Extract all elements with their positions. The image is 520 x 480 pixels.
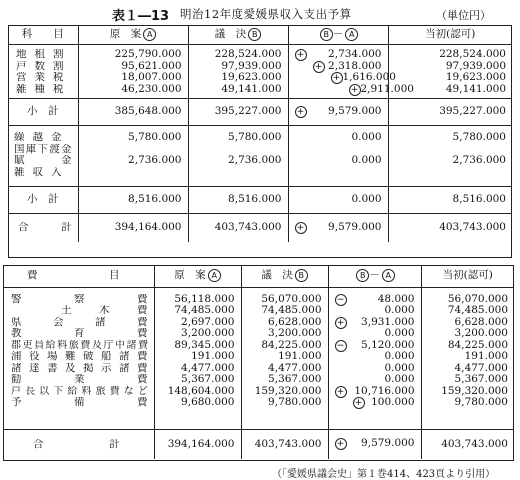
cell-initial: 74,485.000 bbox=[447, 304, 508, 316]
item-name: 戸数割 bbox=[16, 60, 64, 72]
cell-draft: 46,230.000 bbox=[121, 82, 182, 95]
cell-diff: + 9,579.000 bbox=[288, 99, 388, 126]
col-draft-header: 原 案 A bbox=[154, 265, 241, 287]
cell-initial: 5,367.000 bbox=[454, 373, 508, 385]
cell-initial: 403,743.000 bbox=[388, 214, 512, 242]
cell-initial: 4,477.000 bbox=[454, 361, 508, 374]
cell-draft: 9,680.000 bbox=[181, 396, 235, 408]
cell-diff: 0.000 bbox=[351, 154, 382, 166]
cell-draft: 148,604.000 bbox=[167, 384, 235, 397]
cell-decided: 6,628.000 bbox=[268, 315, 322, 328]
cell-initial: 3,200.000 bbox=[454, 327, 508, 339]
cell-decided: 228,524.000 bbox=[214, 48, 282, 60]
decided-values bbox=[188, 45, 288, 99]
cell-draft: 2,736.000 bbox=[128, 154, 182, 166]
cell-decided: 84,225.000 bbox=[261, 338, 322, 351]
draft-values bbox=[78, 126, 188, 187]
cell-decided: 8,516.000 bbox=[188, 187, 288, 214]
cell-initial: 97,939.000 bbox=[445, 59, 506, 72]
cell-diff: 0.000 bbox=[384, 304, 415, 316]
item-name: 警察費 bbox=[11, 293, 148, 305]
cell-decided: 74,485.000 bbox=[261, 304, 322, 316]
cell-initial: 9,780.000 bbox=[454, 396, 508, 408]
circled-a-mark: A bbox=[143, 28, 156, 41]
cell-draft: 89,345.000 bbox=[174, 338, 235, 351]
cell-draft: 56,118.000 bbox=[174, 292, 235, 305]
cell-draft: 18,007.000 bbox=[121, 71, 182, 83]
item-name: 教育費 bbox=[11, 328, 148, 339]
col-draft-header: 原 案 A bbox=[78, 25, 188, 45]
draft-values bbox=[154, 287, 241, 429]
cell-initial: 159,320.000 bbox=[441, 384, 508, 397]
expenditure-item-names bbox=[3, 287, 154, 429]
cell-draft: 4,477.000 bbox=[181, 361, 235, 374]
cell-decided: 56,070.000 bbox=[261, 292, 322, 305]
col-item-header: 費 目 bbox=[3, 265, 154, 287]
cell-draft: 8,516.000 bbox=[78, 187, 188, 214]
cell-draft: 2,697.000 bbox=[181, 315, 235, 328]
plus-sign-icon: + bbox=[331, 72, 343, 84]
item-name: 郡吏員給料旅費及庁中諸費 bbox=[11, 339, 148, 351]
plus-sign-icon: + bbox=[353, 397, 365, 409]
item-name: 予備費 bbox=[11, 397, 148, 408]
revenue-item-names bbox=[8, 45, 78, 99]
plus-sign-icon: + bbox=[295, 106, 307, 118]
cell-diff: + 2,318.000 bbox=[289, 61, 382, 73]
cell-decided: 19,623.000 bbox=[221, 71, 282, 83]
cell-initial: 5,780.000 bbox=[452, 131, 506, 143]
draft-values bbox=[78, 45, 188, 99]
revenue-item-names bbox=[8, 126, 78, 187]
cell-initial: 191.000 bbox=[464, 350, 508, 362]
cell-draft: 74,485.000 bbox=[174, 304, 235, 316]
diff-values bbox=[328, 287, 421, 429]
minus-sign-icon: − bbox=[335, 294, 347, 306]
cell-diff: + 9,579.000 bbox=[288, 214, 388, 242]
initial-values bbox=[388, 126, 512, 187]
expenditure-header-row bbox=[3, 265, 514, 287]
cell-draft: 191.000 bbox=[191, 350, 235, 362]
cell-initial: 49,141.000 bbox=[445, 82, 506, 95]
circled-a-mark: A bbox=[345, 28, 358, 41]
circled-b-mark: B bbox=[356, 269, 369, 282]
cell-diff: − 48.000 bbox=[329, 294, 415, 306]
cell-draft: 3,200.000 bbox=[181, 327, 235, 339]
cell-decided: 4,477.000 bbox=[268, 361, 322, 374]
plus-sign-icon: + bbox=[295, 49, 307, 61]
cell-draft: 5,367.000 bbox=[181, 373, 235, 385]
cell-decided: 49,141.000 bbox=[221, 82, 282, 95]
item-name: 国庫下渡金 bbox=[14, 143, 72, 155]
item-name: 土木費 bbox=[61, 305, 148, 316]
cell-draft: 225,790.000 bbox=[114, 48, 182, 60]
cell-diff: + 100.000 bbox=[329, 397, 415, 409]
item-name: 県会諸費 bbox=[11, 316, 148, 328]
cell-diff: 0.000 bbox=[351, 131, 382, 143]
col-diff-header: B － A bbox=[288, 25, 388, 45]
item-name: 賦金 bbox=[14, 155, 72, 166]
cell-diff: − 5,120.000 bbox=[329, 340, 415, 352]
cell-decided: 403,743.000 bbox=[188, 214, 288, 242]
cell-decided: 403,743.000 bbox=[241, 429, 328, 459]
cell-initial: 8,516.000 bbox=[388, 187, 512, 214]
cell-diff: 0.000 bbox=[384, 373, 415, 385]
circled-a-mark: A bbox=[208, 269, 221, 282]
col-initial-header: 当初(認可) bbox=[388, 25, 512, 45]
unit-label: （単位円） bbox=[436, 9, 491, 22]
circled-b-mark: B bbox=[248, 28, 261, 41]
col-decided-header: 議 決 B bbox=[241, 265, 328, 287]
diff-values bbox=[288, 126, 388, 187]
plus-sign-icon: + bbox=[313, 61, 325, 73]
revenue-table bbox=[8, 25, 512, 242]
cell-diff: 0.000 bbox=[384, 327, 415, 339]
item-name: 浦役場難破船諸費 bbox=[11, 351, 148, 362]
col-initial-header: 当初(認可) bbox=[421, 265, 514, 287]
expenditure-total-row bbox=[3, 429, 514, 459]
cell-initial: 2,736.000 bbox=[452, 154, 506, 166]
total-label: 合 計 bbox=[3, 429, 154, 459]
revenue-subtotal1-row bbox=[8, 99, 512, 126]
table-header bbox=[0, 3, 520, 25]
revenue-group1 bbox=[8, 45, 512, 99]
initial-values bbox=[421, 287, 514, 429]
source-citation: （「愛媛県議会史」第１巻414、423頁より引用） bbox=[272, 469, 496, 480]
cell-initial: 395,227.000 bbox=[388, 99, 512, 126]
cell-diff: 0.000 bbox=[384, 361, 415, 374]
cell-diff: + 1,616.000 bbox=[289, 72, 382, 84]
cell-decided: 97,939.000 bbox=[221, 59, 282, 72]
cell-draft: 5,780.000 bbox=[128, 131, 182, 143]
cell-decided: 5,367.000 bbox=[268, 373, 322, 385]
cell-diff: 0.000 bbox=[288, 187, 388, 214]
item-name: 雑種税 bbox=[16, 83, 64, 95]
cell-initial: 6,628.000 bbox=[454, 315, 508, 328]
cell-decided: 191.000 bbox=[278, 350, 322, 362]
circled-b-mark: B bbox=[295, 269, 308, 282]
cell-decided: 2,736.000 bbox=[228, 154, 282, 166]
cell-diff: 0.000 bbox=[384, 350, 415, 362]
table-number: 表１―13 bbox=[112, 9, 170, 24]
col-diff-header: B － A bbox=[328, 265, 421, 287]
revenue-total-row bbox=[8, 214, 512, 242]
cell-draft: 95,621.000 bbox=[121, 59, 182, 72]
table-title: 明治12年度愛媛県収入支出予算 bbox=[180, 7, 352, 21]
cell-initial: 56,070.000 bbox=[447, 292, 508, 305]
cell-decided: 159,320.000 bbox=[254, 384, 322, 397]
cell-initial: 403,743.000 bbox=[421, 429, 514, 459]
cell-decided: 395,227.000 bbox=[188, 99, 288, 126]
decided-values bbox=[241, 287, 328, 429]
plus-sign-icon: + bbox=[335, 317, 347, 329]
cell-initial: 228,524.000 bbox=[439, 48, 506, 60]
expenditure-rows bbox=[3, 287, 514, 429]
revenue-header-row bbox=[8, 25, 512, 45]
cell-diff: + 2,911.000 bbox=[289, 84, 382, 96]
item-name: 雑収入 bbox=[14, 166, 62, 178]
item-name: 地租割 bbox=[16, 49, 64, 60]
cell-draft: 394,164.000 bbox=[154, 429, 241, 459]
plus-sign-icon: + bbox=[335, 438, 347, 450]
decided-values bbox=[188, 126, 288, 187]
circled-b-mark: B bbox=[320, 28, 333, 41]
subtotal-label: 小 計 bbox=[8, 99, 78, 126]
cell-diff: + 3,931.000 bbox=[329, 317, 415, 329]
minus-sign-icon: − bbox=[335, 340, 347, 352]
total-label: 合 計 bbox=[8, 214, 78, 242]
item-name: 勧業費 bbox=[11, 374, 148, 385]
cell-draft: 394,164.000 bbox=[78, 214, 188, 242]
circled-a-mark: A bbox=[382, 269, 395, 282]
cell-diff: + 9,579.000 bbox=[328, 429, 421, 459]
item-name: 繰越金 bbox=[14, 132, 62, 143]
cell-diff: + 2,734.000 bbox=[289, 49, 382, 61]
plus-sign-icon: + bbox=[335, 386, 347, 398]
cell-diff: + 10,716.000 bbox=[329, 386, 415, 398]
item-name: 戸長以下給料旅費など bbox=[11, 385, 148, 397]
expenditure-table bbox=[3, 265, 514, 459]
cell-decided: 5,780.000 bbox=[228, 131, 282, 143]
revenue-group2 bbox=[8, 126, 512, 187]
subtotal-label: 小 計 bbox=[8, 187, 78, 214]
col-decided-header: 議 決 B bbox=[188, 25, 288, 45]
plus-sign-icon: + bbox=[349, 84, 361, 96]
item-name: 諸達書及掲示諸費 bbox=[11, 362, 148, 374]
revenue-subtotal2-row bbox=[8, 187, 512, 214]
col-item-header: 科 目 bbox=[8, 25, 78, 45]
cell-initial: 19,623.000 bbox=[445, 71, 506, 83]
item-name: 営業税 bbox=[16, 72, 64, 83]
plus-sign-icon: + bbox=[295, 222, 307, 234]
cell-decided: 9,780.000 bbox=[268, 396, 322, 408]
cell-draft: 385,648.000 bbox=[78, 99, 188, 126]
cell-decided: 3,200.000 bbox=[268, 327, 322, 339]
cell-initial: 84,225.000 bbox=[447, 338, 508, 351]
diff-values bbox=[288, 45, 414, 99]
